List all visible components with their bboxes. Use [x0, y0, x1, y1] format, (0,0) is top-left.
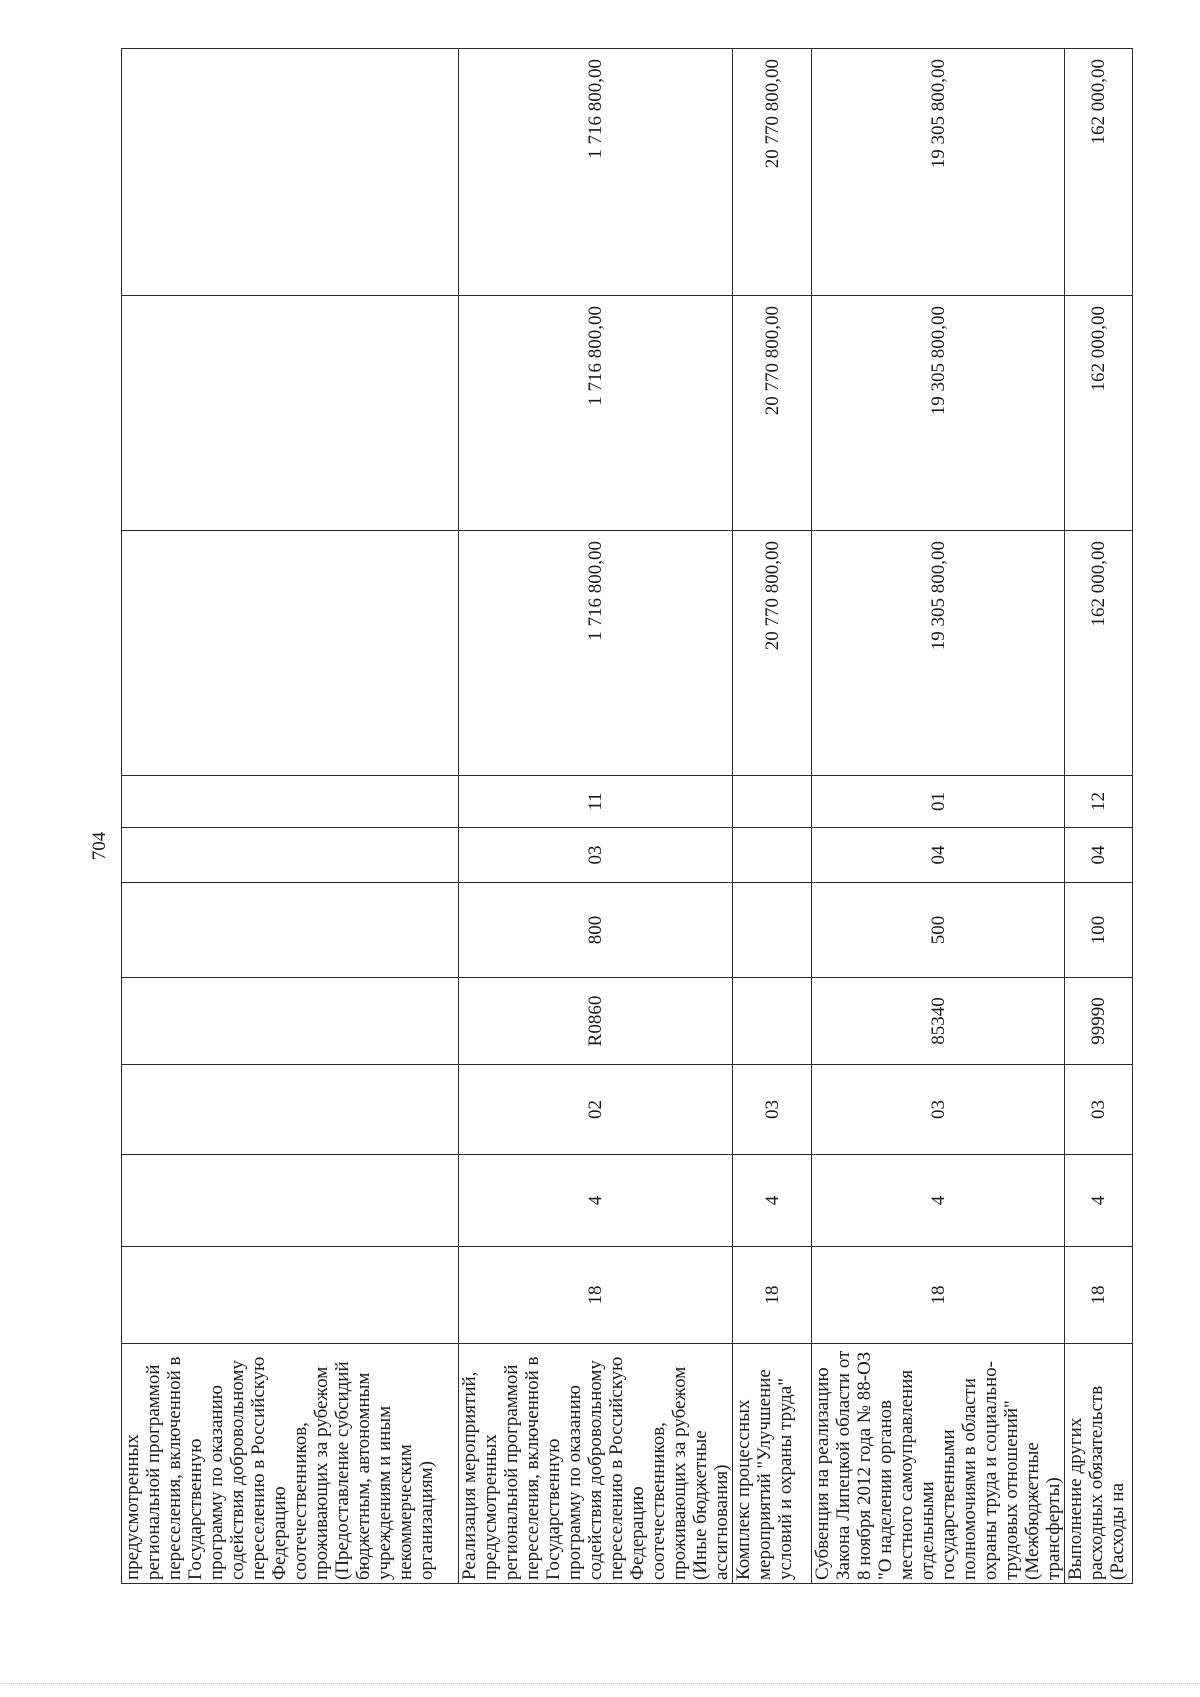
program-code: 4 — [733, 1155, 812, 1247]
grbs-code: 18 — [1065, 1247, 1133, 1344]
program-code: 4 — [1065, 1155, 1133, 1247]
amount-year-3 — [122, 49, 459, 296]
subprogram-code — [122, 1065, 459, 1155]
scan-edge-line — [0, 1683, 1200, 1684]
grbs-code — [122, 1247, 459, 1344]
expense-type-code: 500 — [812, 883, 1065, 978]
amount-year-1: 20 770 800,00 — [733, 531, 812, 776]
section-code: 04 — [1065, 828, 1133, 883]
expense-name: Субвенция на реализацию Закона Липецкой области от 8 ноября 2012 года № 88-ОЗ "О наделении органов местного самоуправления отдельными государственными полномочиями в области охраны труда и социально-трудовых отношений" (Межбюджетные трансферты) — [812, 1344, 1065, 1584]
subsection-code: 11 — [459, 776, 733, 828]
expense-name: Комплекс процессных мероприятий "Улучшение условий и охраны труда" — [733, 1344, 812, 1584]
amount-year-3: 20 770 800,00 — [733, 49, 812, 296]
amount-year-2: 162 000,00 — [1065, 296, 1133, 531]
subprogram-code: 03 — [812, 1065, 1065, 1155]
subprogram-code: 03 — [1065, 1065, 1133, 1155]
direction-code — [733, 978, 812, 1065]
table-row — [1065, 49, 1133, 1584]
amount-year-2 — [122, 296, 459, 531]
budget-table-rotated — [121, 49, 1128, 1584]
subprogram-code: 03 — [733, 1065, 812, 1155]
program-code: 4 — [459, 1155, 733, 1247]
table-row — [122, 49, 459, 1584]
amount-year-2: 19 305 800,00 — [812, 296, 1065, 531]
budget-table — [121, 48, 1133, 1584]
expense-name: Выполнение других расходных обязательств (Расходы на — [1065, 1344, 1133, 1584]
page-number: 704 — [89, 831, 110, 861]
subprogram-code: 02 — [459, 1065, 733, 1155]
subsection-code: 12 — [1065, 776, 1133, 828]
direction-code: 85340 — [812, 978, 1065, 1065]
program-code: 4 — [812, 1155, 1065, 1247]
program-code — [122, 1155, 459, 1247]
section-code: 04 — [812, 828, 1065, 883]
expense-type-code: 800 — [459, 883, 733, 978]
amount-year-3: 19 305 800,00 — [812, 49, 1065, 296]
grbs-code: 18 — [459, 1247, 733, 1344]
table-row — [733, 49, 812, 1584]
expense-type-code — [733, 883, 812, 978]
amount-year-1: 1 716 800,00 — [459, 531, 733, 776]
table-row — [459, 49, 733, 1584]
grbs-code: 18 — [733, 1247, 812, 1344]
section-code — [122, 828, 459, 883]
subsection-code — [122, 776, 459, 828]
direction-code — [122, 978, 459, 1065]
amount-year-3: 1 716 800,00 — [459, 49, 733, 296]
subsection-code: 01 — [812, 776, 1065, 828]
amount-year-3: 162 000,00 — [1065, 49, 1133, 296]
amount-year-1: 162 000,00 — [1065, 531, 1133, 776]
amount-year-1: 19 305 800,00 — [812, 531, 1065, 776]
expense-type-code: 100 — [1065, 883, 1133, 978]
expense-type-code — [122, 883, 459, 978]
expense-name: предусмотренных региональной программой переселения, включенной в Государственную программу по оказанию содействия добровольному переселению в Российскую Федерацию соотечественников, проживающих за рубежом (Предоставление субсидий бюджетным, автономным учреждениям и иным некоммерческим организациям) — [122, 1344, 459, 1584]
amount-year-1 — [122, 531, 459, 776]
subsection-code — [733, 776, 812, 828]
direction-code: R0860 — [459, 978, 733, 1065]
section-code — [733, 828, 812, 883]
grbs-code: 18 — [812, 1247, 1065, 1344]
expense-name: Реализация мероприятий, предусмотренных региональной программой переселения, включенной в Государственную программу по оказанию содействия добровольному переселению в Российскую Федерацию соотечественников, проживающих за рубежом (Иные бюджетные ассигнования) — [459, 1344, 733, 1584]
amount-year-2: 20 770 800,00 — [733, 296, 812, 531]
table-row — [812, 49, 1065, 1584]
section-code: 03 — [459, 828, 733, 883]
direction-code: 99990 — [1065, 978, 1133, 1065]
amount-year-2: 1 716 800,00 — [459, 296, 733, 531]
